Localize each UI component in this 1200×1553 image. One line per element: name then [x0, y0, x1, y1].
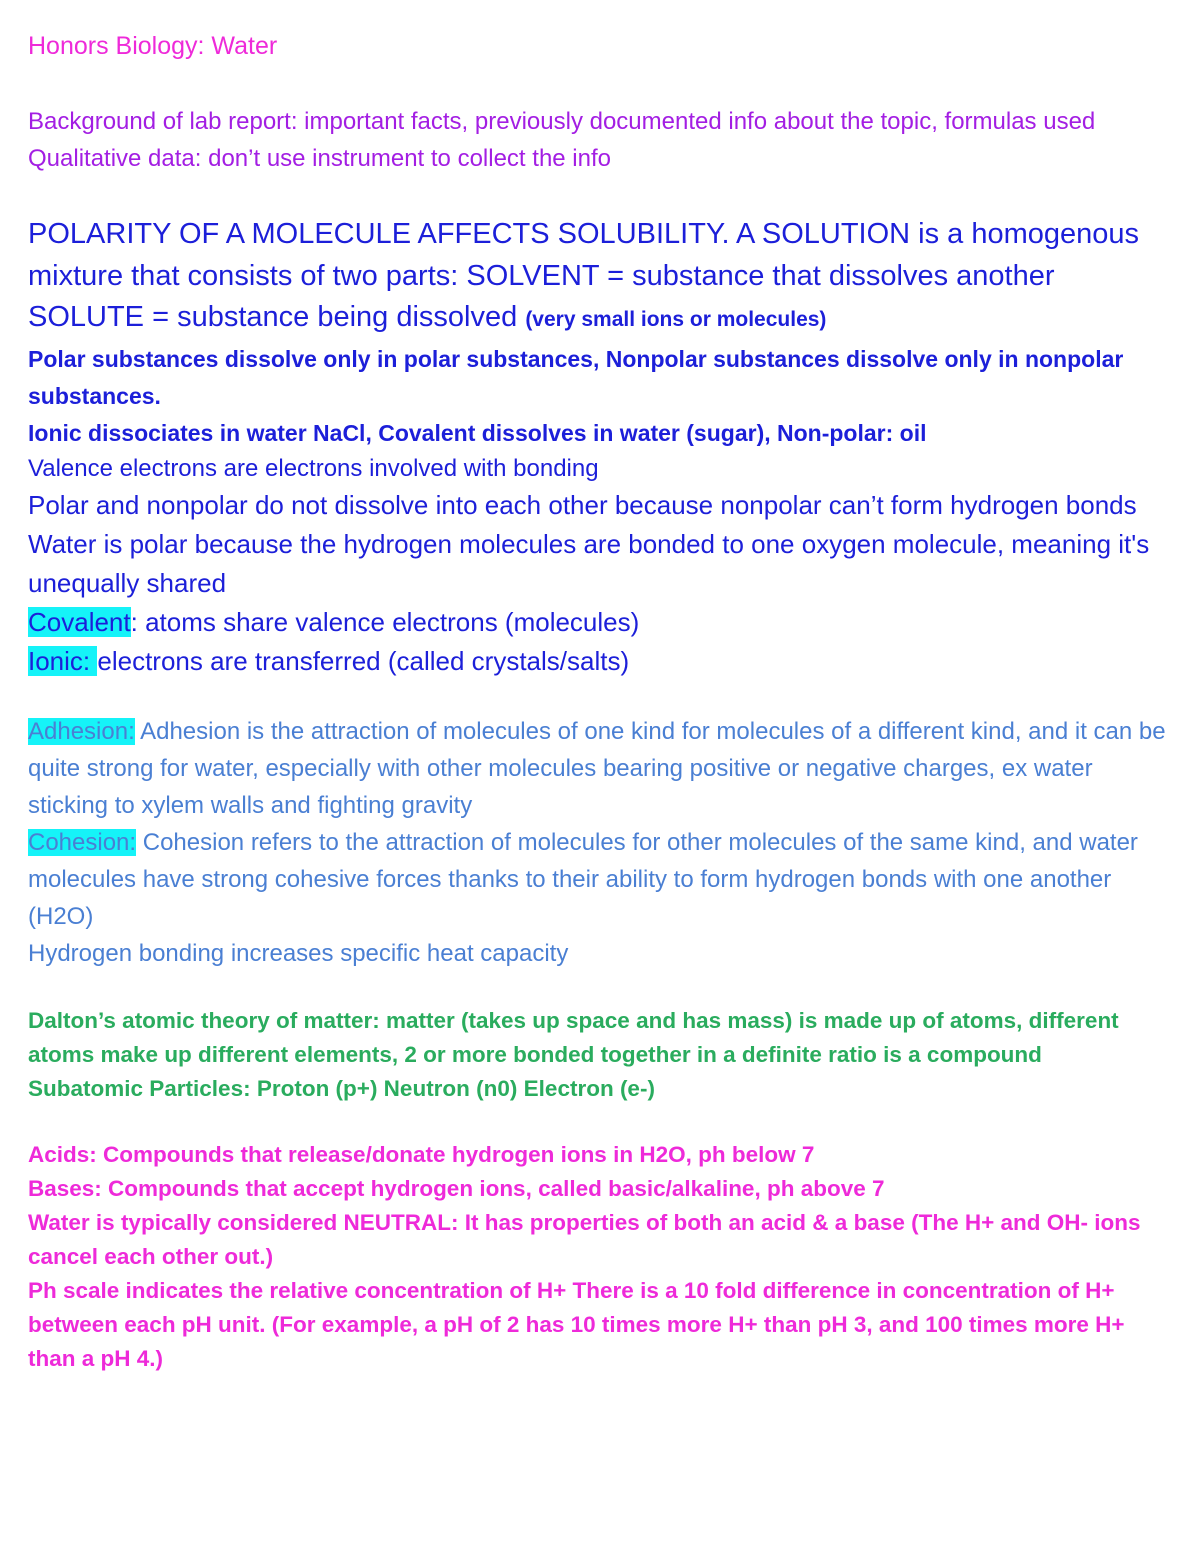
polarity-paragraph [28, 214, 1178, 341]
document-page [28, 28, 1178, 1376]
bases-text: Bases: Compounds that accept hydrogen ions, called basic/alkaline, ph above 7 [28, 1175, 885, 1201]
valence-text: Valence electrons are electrons involved with bonding [28, 454, 599, 482]
heat-capacity-text: Hydrogen bonding increases specific heat capacity [28, 939, 569, 967]
subatomic-text: Subatomic Particles: Proton (p+) Neutron (n0) Electron (e-) [28, 1075, 655, 1101]
covalent-definition [28, 603, 1178, 642]
acids-text: Acids: Compounds that release/donate hydrogen ions in H2O, ph below 7 [28, 1141, 815, 1167]
polar-nonpolar-text: Polar and nonpolar do not dissolve into each other because nonpolar can’t form hydrogen bonds [28, 489, 1137, 520]
covalent-label: Covalent [28, 606, 131, 637]
ionic-definition [28, 642, 1178, 681]
dalton-theory-text: Dalton’s atomic theory of matter: matter (takes up space and has mass) is made up of atoms, different atoms make up different elements, 2 or more bonded together in a definite ratio is a compound [28, 1007, 1119, 1067]
covalent-text: : atoms share valence electrons (molecules) [130, 606, 640, 637]
ionic-label: Ionic: [28, 645, 98, 676]
ionic-text: electrons are transferred (called crystals/salts) [97, 645, 630, 676]
polar-dissolve-text: Polar substances dissolve only in polar substances, Nonpolar substances dissolve only in nonpolar substances. [28, 345, 1124, 409]
adhesion-label: Adhesion: [28, 717, 135, 745]
ionic-dissociates-text: Ionic dissociates in water NaCl, Covalent dissolves in water (sugar), Non-polar: oil [28, 419, 927, 446]
cohesion-label: Cohesion: [28, 828, 137, 856]
polarity-main-text: POLARITY OF A MOLECULE AFFECTS SOLUBILITY. A SOLUTION is a homogenous mixture that consists of two parts: SOLVENT = substance that dissolves another SOLUTE = substance being dissolved [28, 218, 1140, 333]
polarity-small-text: (very small ions or molecules) [525, 308, 827, 331]
cohesion-text: Cohesion refers to the attraction of molecules for other molecules of the same kind, and water molecules have strong cohesive forces thanks to their ability to form hydrogen bonds with one another (H2O) [28, 828, 1138, 930]
adhesion-text: Adhesion is the attraction of molecules of one kind for molecules of a different kind, and it can be quite strong for water, especially with other molecules bearing positive or negative charges, ex water sticking to xylem walls and fighting gravity [28, 717, 1166, 819]
page-title: Honors Biology: Water [28, 32, 278, 60]
background-note: Background of lab report: important facts, previously documented info about the topic, formulas used [28, 108, 1096, 135]
neutral-text: Water is typically considered NEUTRAL: It has properties of both an acid & a base (The H+ and OH- ions cancel each other out.) [28, 1209, 1141, 1269]
qualitative-note: Qualitative data: don’t use instrument to collect the info [28, 145, 611, 172]
adhesion-paragraph [28, 713, 1178, 824]
water-polar-text: Water is polar because the hydrogen molecules are bonded to one oxygen molecule, meaning it's unequally shared [28, 528, 1150, 598]
cohesion-paragraph [28, 824, 1178, 935]
ph-scale-text: Ph scale indicates the relative concentration of H+ There is a 10 fold difference in concentration of H+ between each pH unit. (For example, a pH of 2 has 10 times more H+ than pH 3, and 100 times more H+ than a pH 4.) [28, 1277, 1125, 1371]
